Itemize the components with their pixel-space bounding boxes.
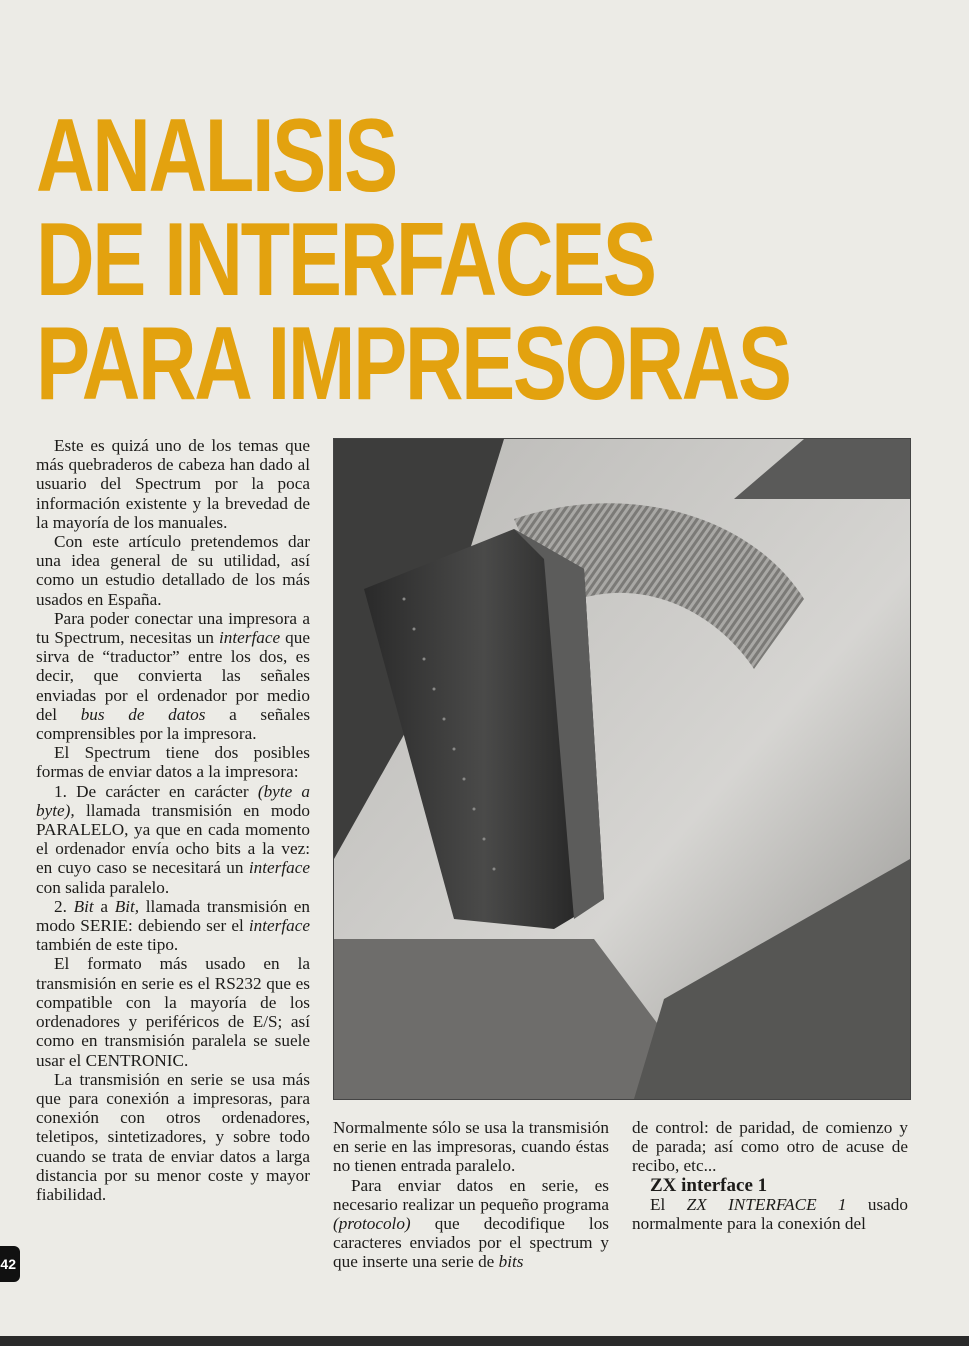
italic-term: Bit — [73, 896, 94, 916]
paragraph — [36, 782, 310, 897]
text-run: Para enviar datos en serie, es necesario realizar un pequeño programa — [333, 1175, 609, 1214]
title-line-2: DE INTERFACES — [36, 202, 655, 318]
text-run: llamada transmisión en modo SERIE: debiendo ser el — [36, 896, 310, 936]
page-number: 42 — [0, 1246, 20, 1282]
text-run: El — [650, 1194, 687, 1214]
italic-term: interface — [219, 628, 281, 648]
title-line-3: PARA IMPRESORAS — [36, 306, 790, 422]
photo-illustration — [334, 439, 910, 1099]
section-heading: ZX interface 1 — [650, 1174, 768, 1196]
paragraph — [333, 1176, 609, 1272]
text-run: que decodifique los caracteres enviados por el spectrum y que inserte una serie de — [333, 1214, 609, 1272]
interface-ribbon-cable-photo — [333, 438, 911, 1100]
text-run: a señales comprensibles por la impresora. — [36, 704, 311, 744]
page-bottom-edge — [0, 1336, 969, 1346]
article-title — [36, 98, 790, 422]
paragraph — [632, 1195, 908, 1233]
paragraph: El Spectrum tiene dos posibles formas de enviar datos a la impresora: — [36, 743, 310, 782]
text-run: 1. De carácter en carácter — [54, 781, 258, 801]
paragraph: Este es quizá uno de los temas que más quebraderos de cabeza han dado al usuario del Spectrum por la poca información existente y la brevedad de la mayoría de los manuales. — [36, 436, 310, 532]
text-run: también de este tipo. — [36, 935, 179, 955]
paragraph: Con este artículo pretendemos dar una idea general de su utilidad, así como un estudio detallado de los más usados en España. — [36, 532, 310, 609]
paragraph: El formato más usado en la transmisión en serie es el RS232 que es compatible con la mayoría de los ordenadores y periféricos de E/S; así como en transmisión paralela se suele usar el CENTRONIC. — [36, 954, 310, 1070]
italic-term: Bit, — [114, 896, 140, 916]
paragraph: La transmisión en serie se usa más que para conexión a impresoras, para conexión con otros ordenadores, teletipos, sintetizadores, y sobre todo cuando se trata de enviar datos a larga distancia por su menor coste y mayor fiabilidad. — [36, 1069, 310, 1204]
italic-term: interface — [248, 916, 310, 936]
column-3 — [632, 1118, 908, 1233]
paragraph — [36, 609, 310, 743]
text-run: que sirva de “traductor” entre los dos, es decir, que convierta las señales enviadas por el ordenador por medio del — [36, 628, 310, 724]
paragraph: de control: de paridad, de comienzo y de parada; así como otro de acuse de recibo, etc... — [632, 1118, 908, 1176]
title-line-1: ANALISIS — [36, 98, 396, 214]
italic-term: bits — [498, 1252, 524, 1272]
italic-term: interface — [248, 858, 310, 878]
column-1 — [36, 436, 310, 1204]
italic-term: (byte a byte), — [36, 781, 310, 820]
italic-term: (protocolo) — [333, 1214, 411, 1234]
paragraph: Normalmente sólo se usa la transmisión en serie en las impresoras, cuando éstas no tienen entrada paralelo. — [333, 1118, 609, 1176]
italic-term: bus de datos — [80, 704, 206, 724]
text-run: con salida paralelo. — [36, 877, 170, 897]
italic-term: ZX INTERFACE 1 — [686, 1194, 847, 1214]
column-2 — [333, 1118, 609, 1272]
text-run: llamada transmisión en modo PARALELO, ya que en cada momento el ordenador envía ocho bits a la vez: en cuyo caso se necesitará un — [36, 800, 310, 878]
paragraph — [36, 897, 310, 955]
text-run: 2. — [54, 896, 74, 916]
text-run: Para poder conectar una impresora a tu Spectrum, necesitas un — [36, 608, 310, 648]
text-run: a — [93, 896, 115, 916]
text-run: usado normalmente para la conexión del — [632, 1194, 908, 1234]
